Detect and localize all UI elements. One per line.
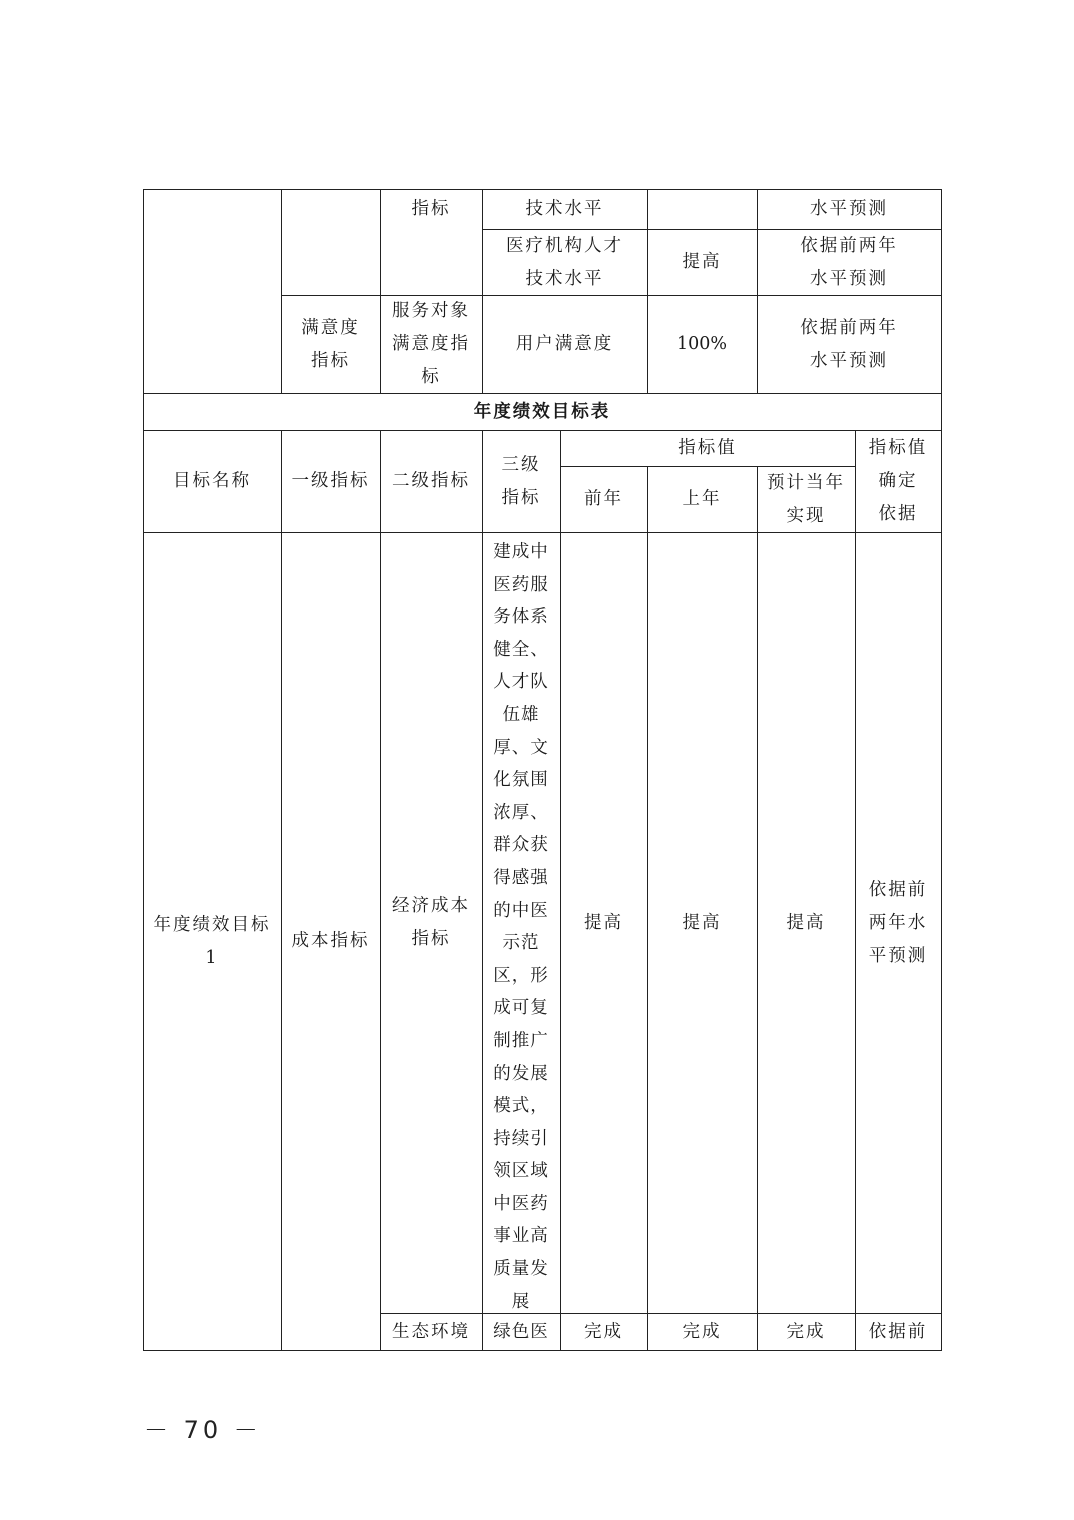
cell-text: 医疗机构人才 [506,235,623,256]
cell-text: 指标 [411,929,451,949]
prev-year-cell [560,533,647,1313]
header-expected [757,467,855,532]
target-name-cell [143,533,281,1350]
cell-text: 事业高 [493,1226,549,1247]
cell-text: 依据前 [868,1321,928,1342]
cell-text: 健全、 [493,639,549,660]
cell-text: 满意度指 [392,334,470,354]
cell-text: 确定 [878,471,918,491]
cell-text: 提高 [786,912,826,933]
header-last-year [647,467,757,532]
cell-text: 经济成本 [392,896,470,916]
cell-text: 水平预测 [810,199,888,219]
cell-text: 前年 [584,489,623,509]
cell-text: 生态环境 [392,1321,470,1342]
cell-text: 上年 [682,489,722,509]
row2-basis-cell [757,230,941,295]
cell-text: 一级指标 [291,471,370,491]
cell-text: 人才队 [493,672,549,693]
section-title [143,394,941,430]
cell-text: 提高 [584,912,623,933]
cell-text: 依据前 [868,879,928,900]
header-target-name [143,431,281,532]
cell-text: 完成 [584,1321,623,1342]
cell-text: 的中医 [493,900,549,921]
cell-text: 年度绩效目标 [153,914,271,935]
basis-cell [855,533,941,1313]
expected-cell [757,533,855,1313]
cell-text: 成本指标 [291,931,370,951]
level2-cell-eco [380,1314,482,1350]
cell-text: 制推广 [493,1030,549,1051]
cell-text: 群众获 [493,835,549,856]
basis-cell-eco [855,1314,941,1350]
row3-value-cell [647,296,757,393]
row2-level3-cell [482,230,647,295]
cell-text: 示范 [502,933,540,954]
row2-value-cell [647,230,757,295]
cell-text: 目标名称 [173,471,251,491]
row1-level3-cell [482,190,647,229]
row3-level1-cell [281,296,380,393]
header-level3 [482,431,560,532]
cell-text: 质量发 [493,1259,549,1280]
last-year-cell [647,533,757,1313]
header-level1 [281,431,380,532]
cell-text: 实现 [786,505,826,526]
cell-text: 预计当年 [767,472,845,493]
cell-text: 持续引 [493,1128,549,1149]
header-level2 [380,431,482,532]
cell-text: 水平预测 [810,350,888,371]
cell-text: 成可复 [493,998,549,1019]
cell-text: 两年水 [868,912,928,933]
cell-text: 建成中 [493,542,549,562]
section-title-text: 年度绩效目标表 [473,401,611,422]
cell-text: 满意度 [301,317,360,338]
cell-text: 厚、文 [493,737,549,758]
cell-text: 浓厚、 [493,802,549,823]
cell-text: 领区域 [493,1161,549,1182]
page-number: － 70 － [144,1416,262,1444]
cell-text: 二级指标 [392,471,470,491]
cell-text: 标 [421,367,441,387]
cell-text: 完成 [682,1321,722,1342]
row3-level2-cell [380,296,482,393]
cell-text: 技术水平 [525,199,604,219]
row3-level3-cell [482,296,647,393]
cell-text: 区，形 [493,965,549,986]
cell-text: 指标 [411,199,451,219]
cell-text: 用户满意度 [515,334,614,354]
level2-cell [380,533,482,1313]
row3-basis-cell [757,296,941,393]
cell-text: 指标值 [678,438,737,458]
table-border-right [941,189,942,1351]
cell-text: 医药服 [493,574,549,595]
header-prev-year [560,467,647,532]
expected-cell-eco [757,1314,855,1350]
cell-text: 服务对象 [392,301,470,321]
last-year-cell-eco [647,1314,757,1350]
cell-text: 提高 [682,252,722,272]
cell-text: 技术水平 [525,268,604,289]
row1-level2-cell [380,190,482,229]
cell-text: 中医药 [493,1193,549,1214]
cell-text: 模式， [493,1096,549,1117]
cell-text: 绿色医 [493,1321,549,1342]
cell-text: 化氛围 [493,770,549,791]
row1-value-cell [647,190,757,229]
cell-text: 1 [205,947,219,968]
header-basis [855,431,941,532]
cell-text: 务体系 [493,607,549,628]
cell-text: 展 [511,1291,531,1312]
cell-text: 依据前两年 [800,317,898,338]
cell-text: 平预测 [868,945,928,966]
cell-text: 依据前两年 [800,235,898,256]
cell-text: 提高 [682,912,722,933]
table-border-bottom [143,1350,942,1351]
level1-cell [281,533,380,1350]
cell-text: 三级 [501,454,541,475]
level3-cell [482,536,560,1313]
cell-text: 指标 [311,350,350,371]
cell-text: 依据 [878,504,918,524]
cell-text: 100% [676,334,728,354]
cell-text: 的发展 [493,1063,549,1084]
cell-text: 水平预测 [810,268,888,289]
level3-cell-eco [482,1314,560,1350]
cell-text: 指标 [501,487,541,508]
cell-text: 得感强 [493,867,549,888]
cell-text: 指标值 [868,438,928,458]
row1-basis-cell [757,190,941,229]
header-indicator-value [560,431,855,466]
prev-year-cell-eco [560,1314,647,1350]
cell-text: 完成 [786,1321,826,1342]
cell-text: 伍雄 [502,704,540,725]
